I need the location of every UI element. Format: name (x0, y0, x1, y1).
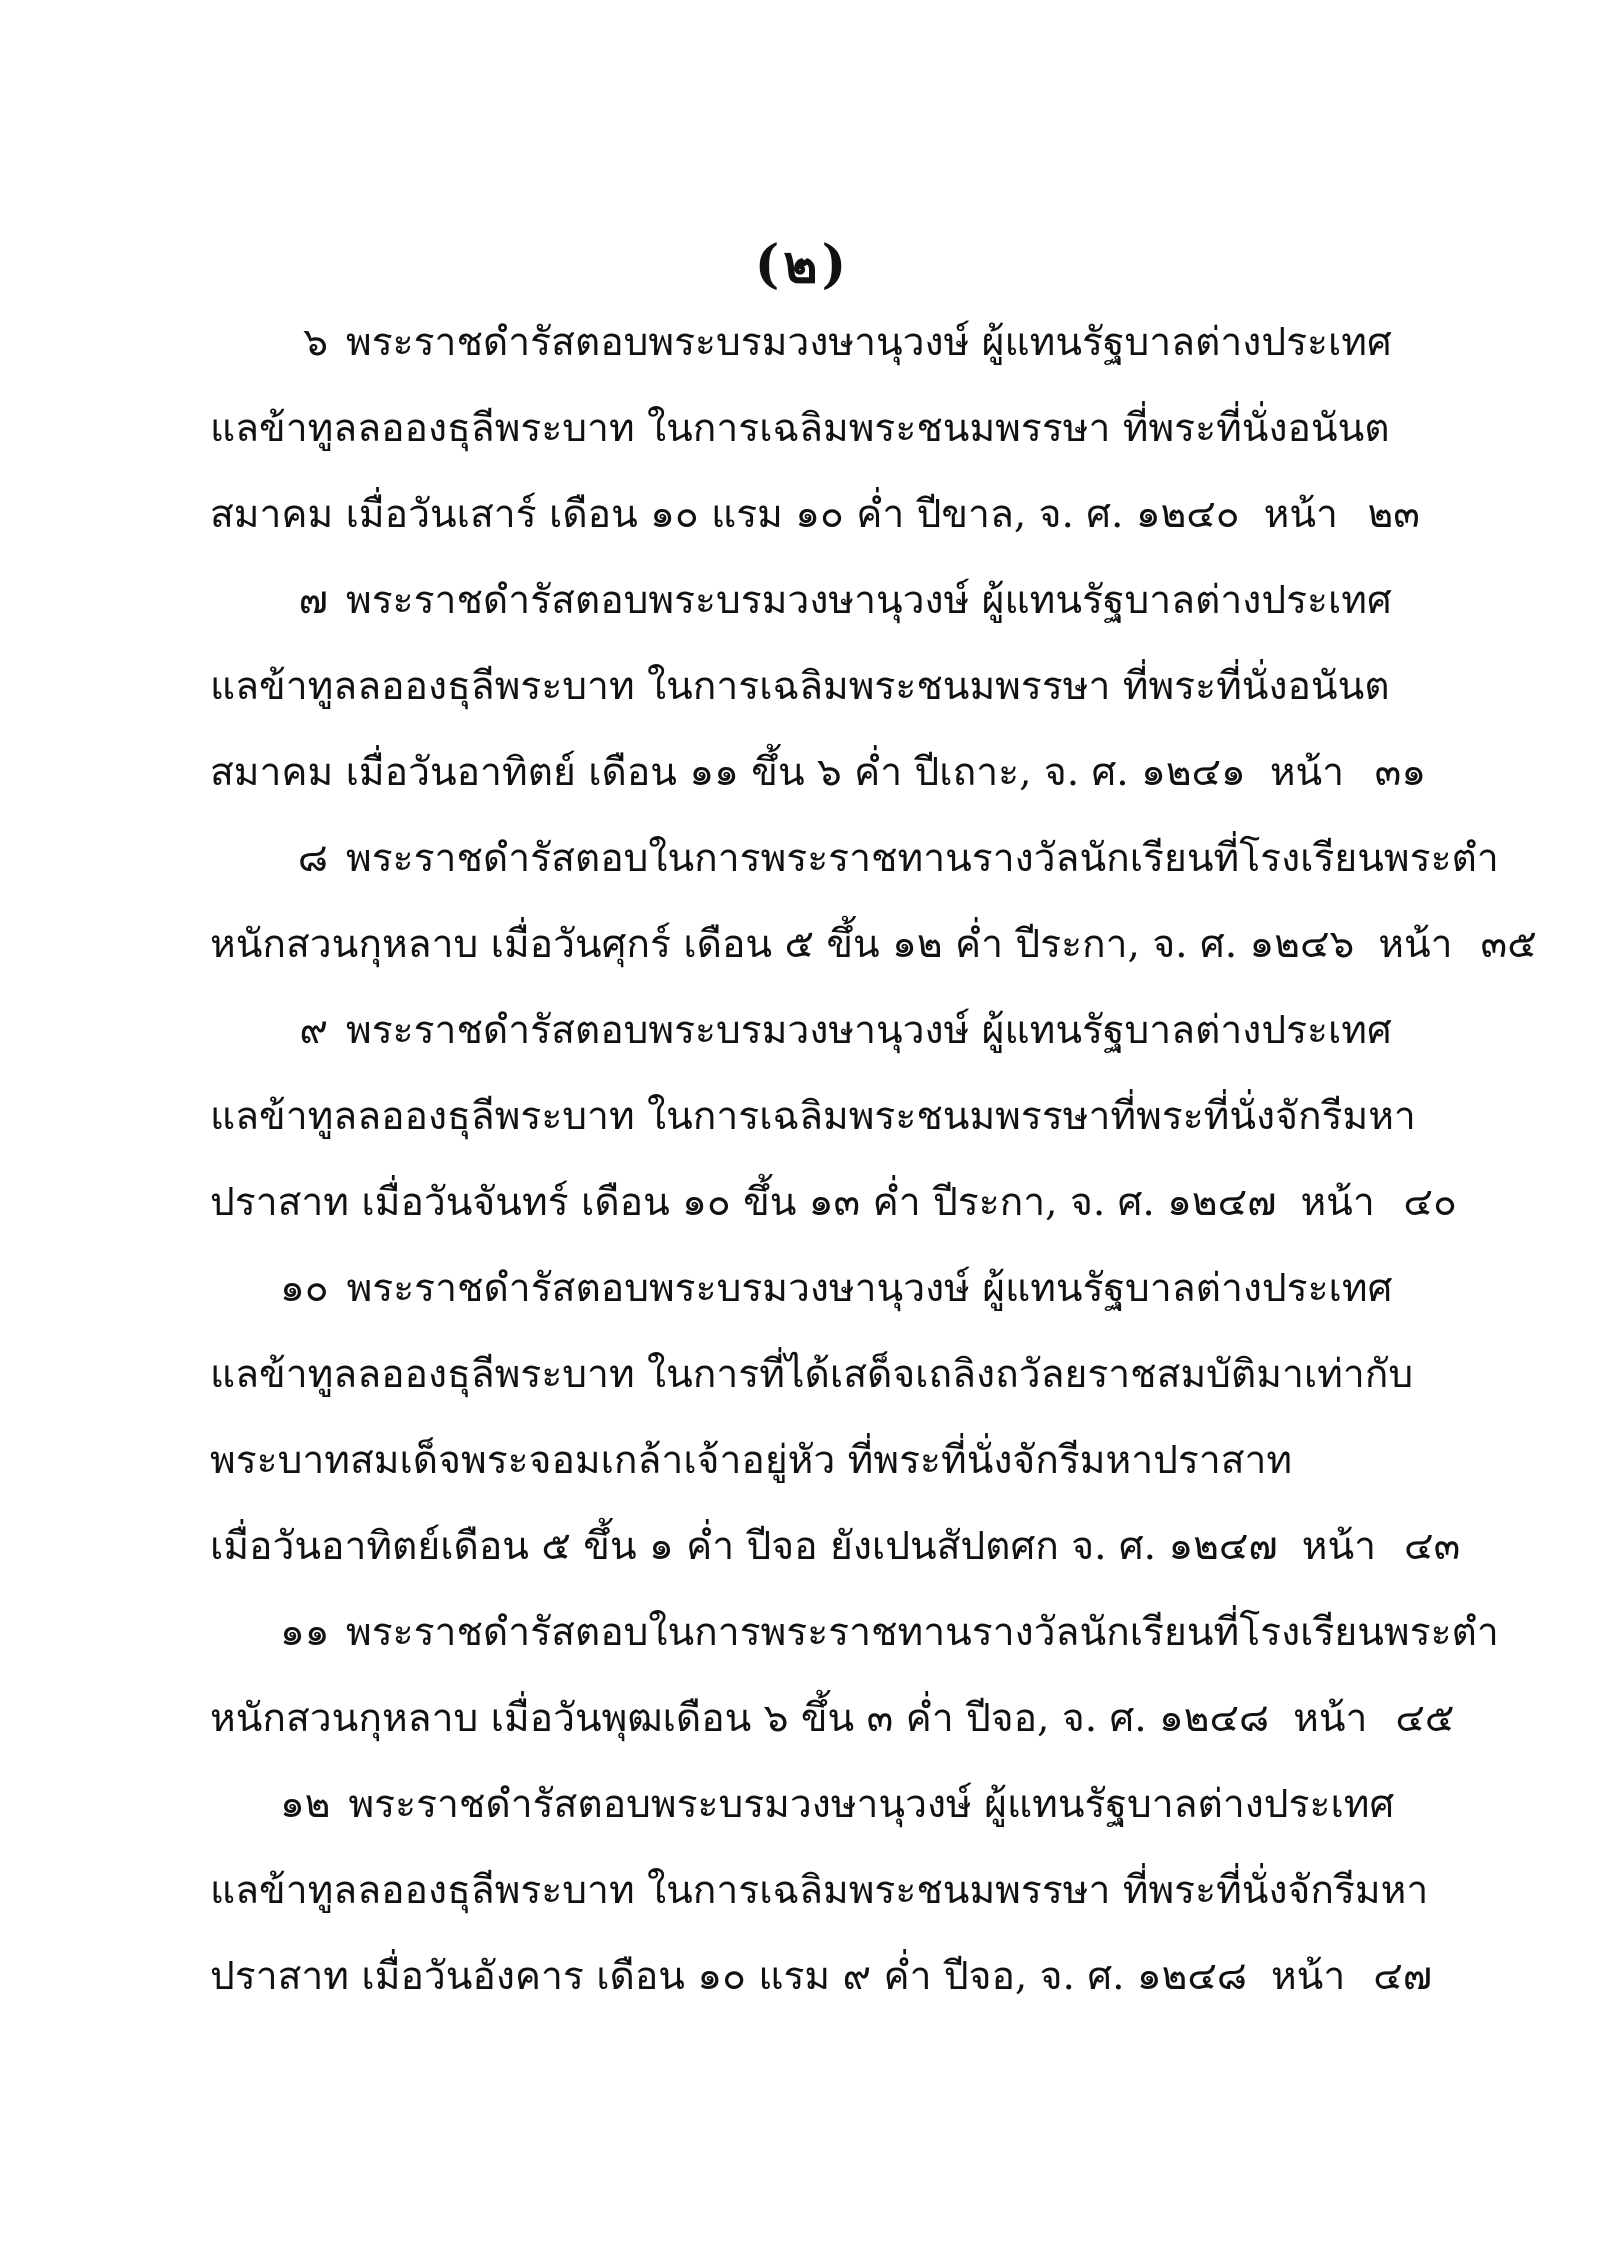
page-label: หน้า (1300, 1180, 1375, 1225)
entry-text: เมื่อวันอาทิตย์เดือน ๕ ขึ้น ๑ ค่ำ ปีจอ ยังเปนสัปตศก จ. ศ. ๑๒๔๗ (210, 1524, 1278, 1569)
page-reference (1293, 1676, 1454, 1762)
entry-line (210, 1504, 1461, 1590)
entry-line (210, 1848, 1429, 1934)
entry-text: สมาคม เมื่อวันเสาร์ เดือน ๑๐ แรม ๑๐ ค่ำ ปีขาล, จ. ศ. ๑๒๔๐ (210, 492, 1240, 537)
entry-text: พระราชดำรัสตอบพระบรมวงษานุวงษ์ ผู้แทนรัฐบาลต่างประเทศ (346, 1266, 1393, 1311)
entry-text: พระราชดำรัสตอบพระบรมวงษานุวงษ์ ผู้แทนรัฐบาลต่างประเทศ (346, 1008, 1392, 1053)
entry-page-number: ๔๗ (1373, 1954, 1433, 1999)
page-label: หน้า (1270, 1954, 1346, 1999)
entry-line (210, 1332, 1414, 1418)
entry-line (210, 1074, 1416, 1160)
page-reference (1271, 1934, 1432, 2020)
page-label: หน้า (1378, 922, 1453, 967)
entry-line (210, 730, 1427, 816)
entry-text: หนักสวนกุหลาบ เมื่อวันศุกร์ เดือน ๕ ขึ้น ๑๒ ค่ำ ปีระกา, จ. ศ. ๑๒๔๖ (210, 922, 1355, 967)
entry-number: ๑๒ (280, 1782, 331, 1827)
page-reference (1300, 1160, 1456, 1246)
entry-text: แลข้าทูลลอองธุลีพระบาท ในการเฉลิมพระชนมพรรษา ที่พระที่นั่งจักรีมหา (210, 1868, 1429, 1913)
entry-number: ๖ (303, 320, 328, 365)
entry-text: พระราชดำรัสตอบพระบรมวงษานุวงษ์ ผู้แทนรัฐบาลต่างประเทศ (348, 1782, 1395, 1827)
entry-text: พระราชดำรัสตอบในการพระราชทานรางวัลนักเรียนที่โรงเรียนพระตำ (346, 836, 1499, 881)
entry-first-line (210, 816, 1499, 902)
entry-line (210, 1934, 1433, 2020)
entry-text: พระราชดำรัสตอบในการพระราชทานรางวัลนักเรียนที่โรงเรียนพระตำ (346, 1610, 1499, 1655)
entry-first-line (210, 1590, 1499, 1676)
page-label: หน้า (1301, 1524, 1377, 1569)
entry-text: ปราสาท เมื่อวันอังคาร เดือน ๑๐ แรม ๙ ค่ำ ปีจอ, จ. ศ. ๑๒๔๘ (210, 1954, 1247, 1999)
entry-line (210, 1160, 1457, 1246)
entry-text: สมาคม เมื่อวันอาทิตย์ เดือน ๑๑ ขึ้น ๖ ค่ำ ปีเถาะ, จ. ศ. ๑๒๔๑ (210, 750, 1246, 795)
entry-number: ๑๐ (280, 1266, 329, 1311)
entry-text: พระราชดำรัสตอบพระบรมวงษานุวงษ์ ผู้แทนรัฐบาลต่างประเทศ (346, 578, 1392, 623)
page-label: หน้า (1293, 1696, 1368, 1741)
entry-number: ๗ (298, 578, 328, 623)
entry-first-line (210, 1762, 1410, 1848)
entry-line (210, 1418, 1410, 1504)
entry-number: ๙ (299, 1008, 328, 1053)
entry-page-number: ๔๐ (1403, 1180, 1457, 1225)
entry-line (210, 644, 1410, 730)
entry-page-number: ๔๕ (1395, 1696, 1455, 1741)
page-reference (1264, 472, 1420, 558)
entry-page-number: ๒๓ (1367, 492, 1420, 537)
page-reference (1378, 902, 1536, 988)
entry-page-number: ๓๑ (1374, 750, 1427, 795)
entry-line (210, 386, 1410, 472)
entry-text: พระราชดำรัสตอบพระบรมวงษานุวงษ์ ผู้แทนรัฐบาลต่างประเทศ (346, 320, 1392, 365)
page-reference (1270, 730, 1426, 816)
page-label: หน้า (1269, 750, 1345, 795)
page-number: (๒) (754, 234, 851, 295)
entry-text: แลข้าทูลลอองธุลีพระบาท ในการเฉลิมพระชนมพรรษา ที่พระที่นั่งอนันต (210, 406, 1390, 451)
entry-text: พระบาทสมเด็จพระจอมเกล้าเจ้าอยู่หัว ที่พระที่นั่งจักรีมหาปราสาท (210, 1438, 1293, 1483)
entry-line (210, 472, 1420, 558)
page-reference (1302, 1504, 1460, 1590)
entry-line (210, 902, 1537, 988)
entry-text: แลข้าทูลลอองธุลีพระบาท ในการเฉลิมพระชนมพรรษา ที่พระที่นั่งอนันต (210, 664, 1390, 709)
entry-page-number: ๔๓ (1404, 1524, 1461, 1569)
entry-first-line (210, 988, 1410, 1074)
entry-text: แลข้าทูลลอองธุลีพระบาท ในการเฉลิมพระชนมพรรษาที่พระที่นั่งจักรีมหา (210, 1094, 1416, 1139)
entry-first-line (210, 300, 1410, 386)
entry-number: ๑๑ (280, 1610, 330, 1655)
entry-text: แลข้าทูลลอองธุลีพระบาท ในการที่ได้เสด็จเถลิงถวัลยราชสมบัติมาเท่ากับ (210, 1352, 1414, 1397)
entry-line (210, 1676, 1455, 1762)
entry-page-number: ๓๕ (1480, 922, 1537, 967)
entry-text: ปราสาท เมื่อวันจันทร์ เดือน ๑๐ ขึ้น ๑๓ ค่ำ ปีระกา, จ. ศ. ๑๒๔๗ (210, 1180, 1277, 1225)
entry-number: ๘ (297, 836, 328, 881)
entry-first-line (210, 558, 1410, 644)
entry-first-line (210, 1246, 1410, 1332)
table-of-contents (210, 300, 1537, 2020)
entry-text: หนักสวนกุหลาบ เมื่อวันพุฒเดือน ๖ ขึ้น ๓ ค่ำ ปีจอ, จ. ศ. ๑๒๔๘ (210, 1696, 1270, 1741)
page-label: หน้า (1263, 492, 1338, 537)
